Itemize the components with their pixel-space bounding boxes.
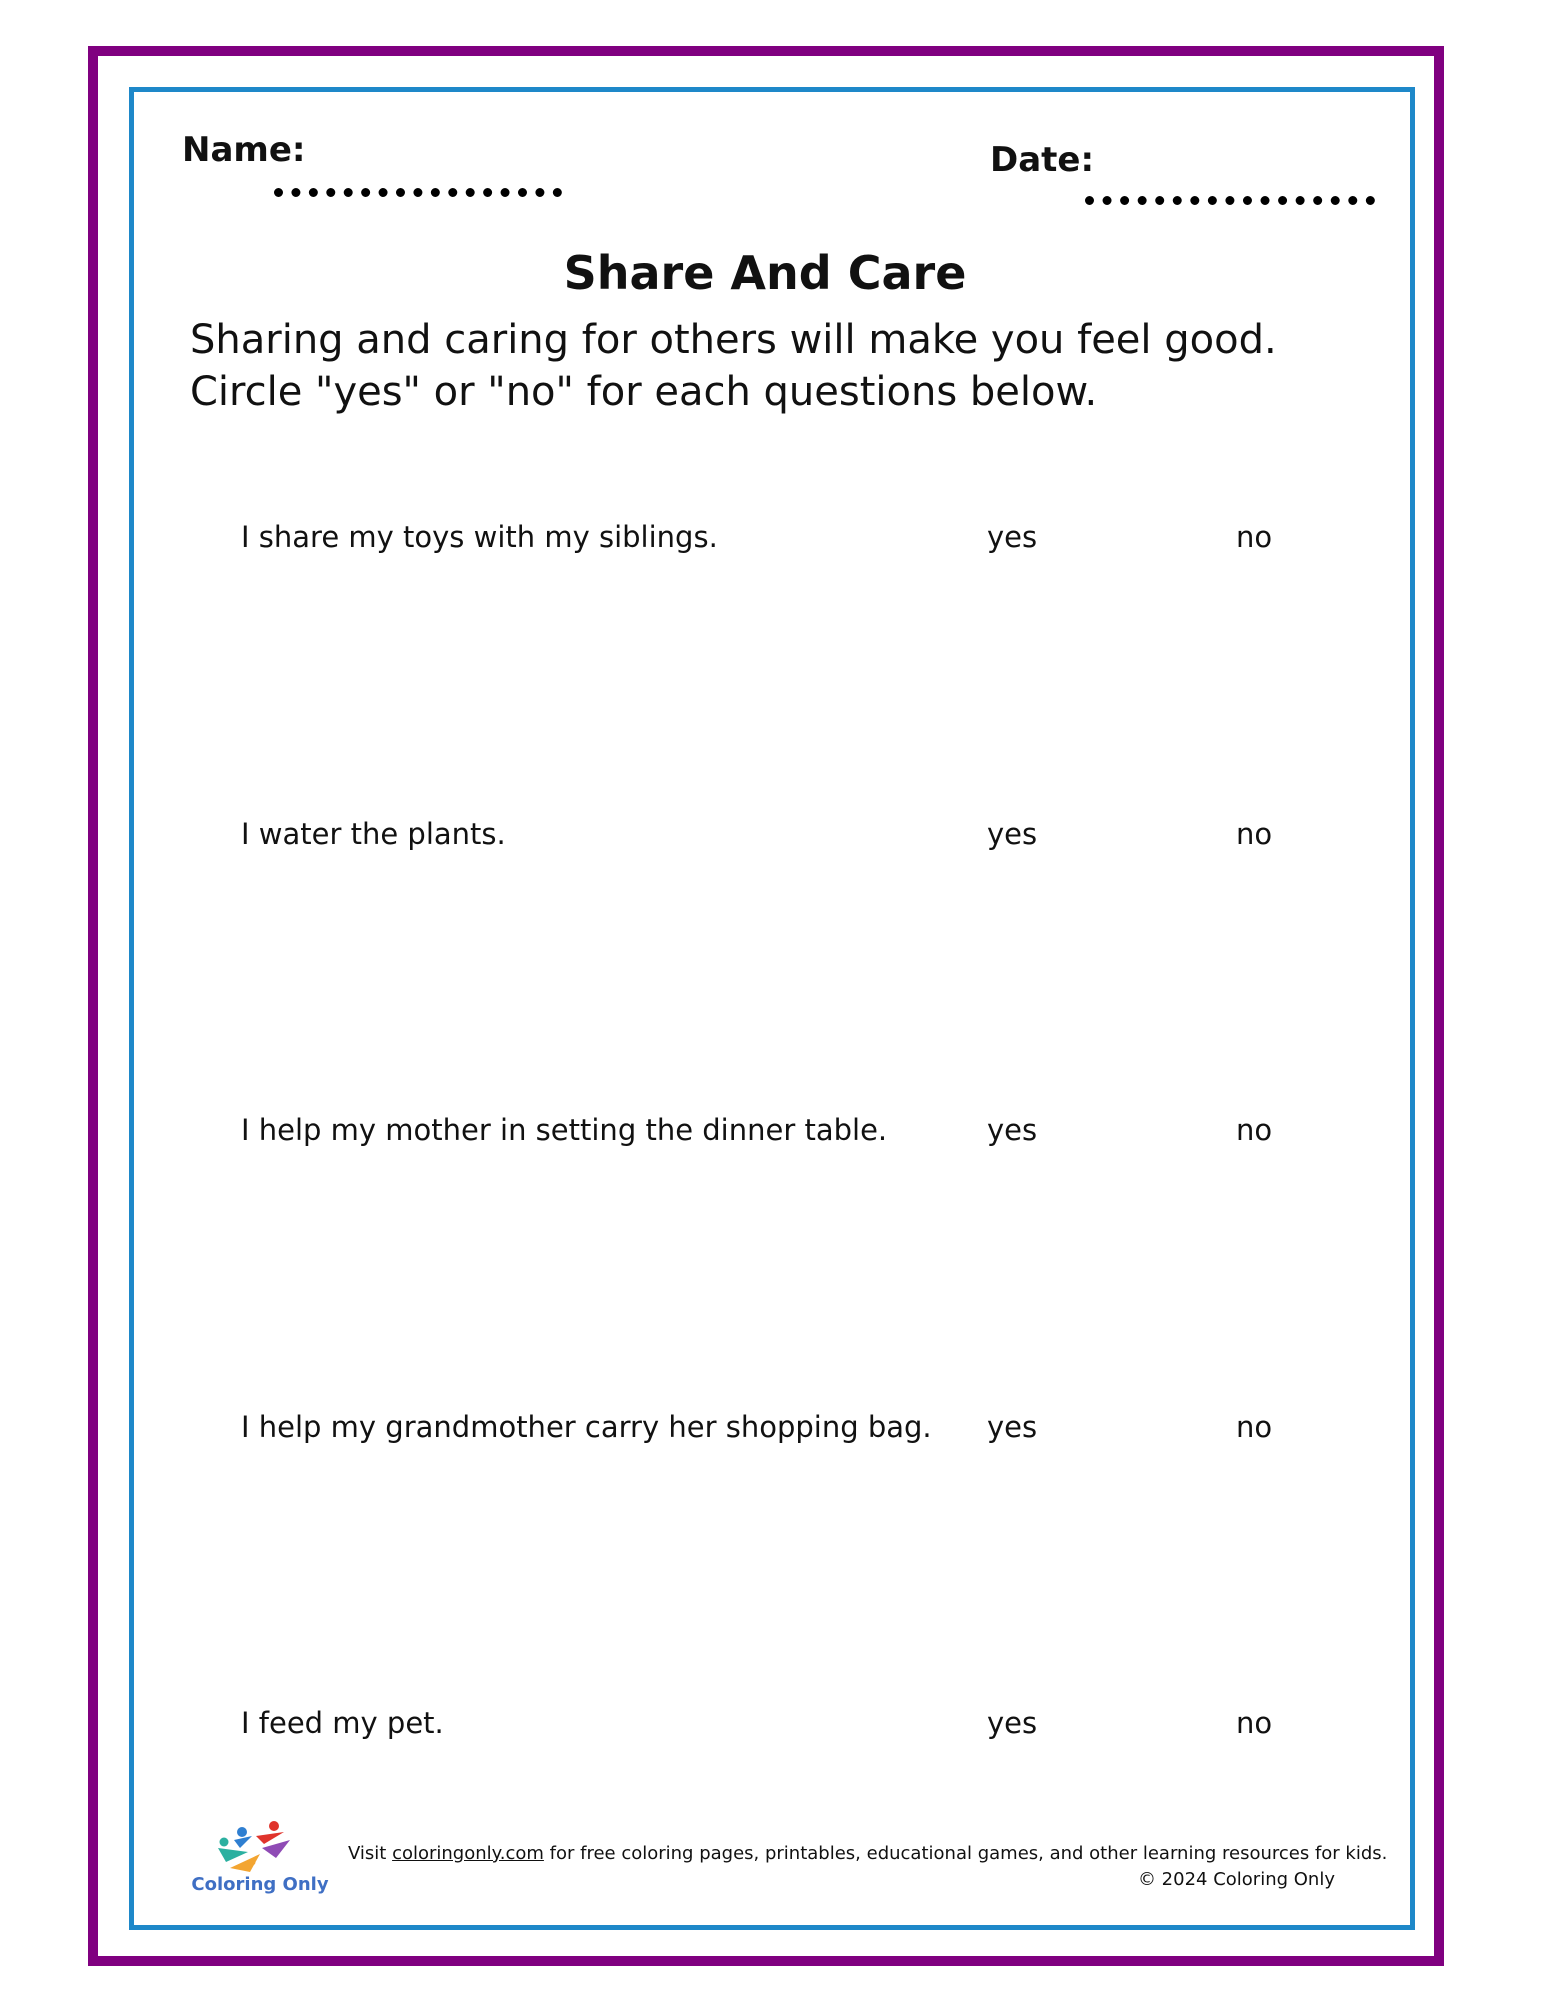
name-field-line[interactable] — [274, 188, 562, 197]
footer-visit-suffix: for free coloring pages, printables, educational games, and other learning resources for kids. — [543, 1843, 1388, 1864]
instructions: Sharing and caring for others will make you feel good. Circle "yes" or "no" for each questions below. — [190, 317, 1277, 415]
footer-visit-prefix: Visit — [348, 1843, 393, 1864]
footer-copyright: © 2024 Coloring Only — [1137, 1869, 1335, 1890]
question-text: I feed my pet. — [241, 1706, 444, 1740]
yes-option[interactable]: yes — [987, 1706, 1038, 1740]
question-text: I share my toys with my siblings. — [241, 520, 718, 554]
yes-option[interactable]: yes — [987, 817, 1038, 851]
no-option[interactable]: no — [1236, 520, 1273, 554]
question-text: I help my grandmother carry her shopping bag. — [241, 1410, 932, 1444]
logo-text: Coloring Only — [191, 1874, 329, 1895]
yes-option[interactable]: yes — [987, 520, 1038, 554]
no-option[interactable]: no — [1236, 1410, 1273, 1444]
no-option[interactable]: no — [1236, 1706, 1273, 1740]
no-option[interactable]: no — [1236, 1113, 1273, 1147]
yes-option[interactable]: yes — [987, 1410, 1038, 1444]
page-title: Share And Care — [563, 246, 967, 300]
question-row — [0, 1410, 1545, 1450]
question-text: I water the plants. — [241, 817, 506, 851]
footer-visit-text — [348, 1843, 1387, 1864]
footer-link[interactable]: coloringonly.com — [392, 1843, 544, 1864]
question-row — [0, 817, 1545, 857]
question-text: I help my mother in setting the dinner table. — [241, 1113, 888, 1147]
question-row — [0, 1706, 1545, 1746]
question-row — [0, 1113, 1545, 1153]
logo-figures-icon — [190, 1818, 330, 1874]
date-field-line[interactable] — [1085, 196, 1375, 205]
question-row — [0, 520, 1545, 560]
name-label: Name: — [182, 130, 306, 170]
coloring-only-logo[interactable] — [190, 1818, 330, 1898]
yes-option[interactable]: yes — [987, 1113, 1038, 1147]
no-option[interactable]: no — [1236, 817, 1273, 851]
date-label: Date: — [990, 140, 1095, 180]
